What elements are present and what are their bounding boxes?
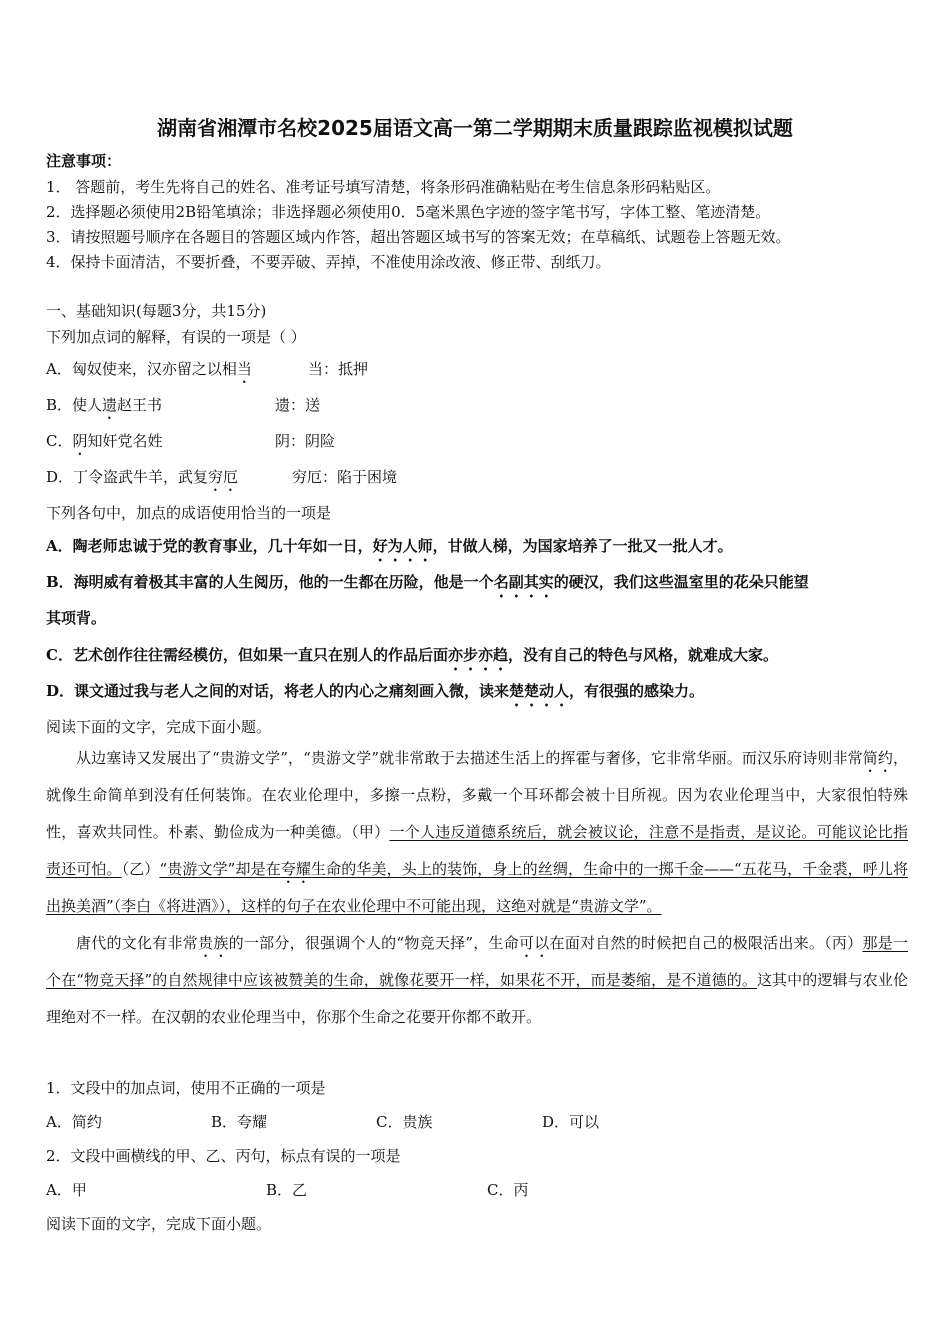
passage-text: 的一部分，很强调个人的“物竞天择”，生命 — [228, 934, 520, 952]
reading-passage — [46, 740, 908, 1036]
notice-item: 1． 答题前，考生先将自己的姓名、准考证号填写清楚，将条形码准确粘贴在考生信息条形码粘贴区。 — [46, 178, 721, 196]
option-text: C． — [46, 432, 73, 450]
option-text: A．陶老师忠诚于党的教育事业，几十年如一日， — [46, 537, 373, 555]
answer-option: D．可以 — [542, 1113, 600, 1131]
question-stem: 下列加点词的解释，有误的一项是（ ） — [46, 328, 306, 346]
dotted-word: 阴 — [72, 432, 88, 450]
option-text: 的硬汉，我们这些温室里的花朵只能望 — [553, 573, 809, 591]
section-heading: 一、基础知识(每题3分，共15分) — [46, 302, 267, 320]
passage-text: “贵游文学”却是在 — [159, 860, 281, 878]
dotted-word: 简约 — [862, 749, 893, 767]
option-text: D．丁令盗武牛羊，武复 — [46, 468, 209, 486]
options-row — [46, 1179, 906, 1199]
answer-option: A．简约 — [46, 1113, 102, 1131]
option-explanation: 遗：送 — [275, 396, 321, 414]
passage-text: 在面对自然的时候把自己的极限活出来。（丙） — [549, 934, 863, 952]
answer-option: A．甲 — [46, 1181, 87, 1199]
option-text: ，甘做人梯，为国家培养了一批又一批人才。 — [432, 537, 733, 555]
option-text: ，有很强的感染力。 — [569, 682, 705, 700]
option-text: 知奸党名姓 — [87, 432, 163, 450]
option-text: ，没有自己的特色与风格，就难成大家。 — [507, 646, 778, 664]
underlined-sentence-bing: 那是一个在“物竞天择”的自然规律中应该被赞美的生命，就像花要开一样，如果花不开，而是萎缩，是不道德的。 — [46, 934, 908, 989]
q2-option-b — [46, 571, 809, 601]
q2-option-b-cont — [46, 607, 106, 628]
passage-text: ，就像生命简单到没有任何装饰。在农业伦理中，多擦一点粉，多戴一个耳环都会被十目所视。因为农业伦理当中，大家很怕特殊性，喜欢共同性。朴素、勤俭成为一种美德。（甲） — [46, 749, 908, 841]
underlined-sentence-yi — [46, 860, 908, 915]
option-explanation: 阴：阴险 — [275, 432, 336, 450]
q2-option-a — [46, 535, 733, 565]
q1-option-b — [46, 394, 906, 423]
dotted-word: 夸耀 — [280, 860, 312, 878]
notice-item: 4．保持卡面清洁，不要折叠，不要弄破、弄掉，不准使用涂改液、修正带、刮纸刀。 — [46, 253, 611, 271]
dotted-idiom: 楚楚动人 — [509, 682, 570, 700]
question-stem: 2．文段中画横线的甲、乙、丙句，标点有误的一项是 — [46, 1147, 401, 1165]
q1-option-c — [46, 430, 906, 459]
q2-option-c — [46, 644, 778, 674]
option-text: B．使人 — [46, 396, 103, 414]
passage-text: （乙） — [121, 860, 160, 878]
notice-heading: 注意事项： — [46, 152, 122, 170]
option-explanation: 当：抵押 — [308, 360, 369, 378]
underlined-sentence-jia: 一个人违反道德系统后，就会被议论，注意不是指责，是议论。可能议论比指责还可怕。 — [46, 823, 908, 878]
option-text: A．匈奴使来，汉亦留之以相 — [46, 360, 237, 378]
option-text: C．艺术创作往往需经模仿，但如果一直只在别人的作品后面 — [46, 646, 448, 664]
reading-intro: 阅读下面的文字，完成下面小题。 — [46, 1215, 272, 1233]
passage-text: 这其中的逻辑与农业伦理绝对不一样。在汉朝的农业伦理当中，你那个生命之花要开你都不敢开。 — [46, 971, 908, 1026]
q2-option-d — [46, 680, 704, 710]
q1-option-a — [46, 358, 906, 387]
answer-option: B．夸耀 — [211, 1113, 268, 1131]
question-stem: 下列各句中，加点的成语使用恰当的一项是 — [46, 504, 332, 522]
option-text: D．课文通过我与老人之间的对话，将老人的内心之痛刻画入微，读来 — [46, 682, 510, 700]
page-title: 湖南省湘潭市名校2025届语文高一第二学期期末质量跟踪监视模拟试题 — [157, 116, 793, 140]
passage-paragraph — [46, 925, 908, 1036]
passage-paragraph — [46, 740, 908, 925]
passage-text: 唐代的文化有非常 — [76, 934, 199, 952]
dotted-word: 当 — [236, 360, 252, 378]
reading-intro: 阅读下面的文字，完成下面小题。 — [46, 718, 272, 736]
option-text: B．海明威有着极其丰富的人生阅历，他的一生都在历险，他是一个 — [46, 573, 494, 591]
dotted-word: 遗 — [102, 396, 118, 414]
dotted-idiom: 好为人师 — [372, 537, 433, 555]
answer-option: C．丙 — [487, 1181, 529, 1199]
options-row — [46, 1111, 906, 1131]
dotted-word: 穷厄 — [208, 468, 239, 486]
question-stem: 1．文段中的加点词，使用不正确的一项是 — [46, 1079, 326, 1097]
dotted-idiom: 名副其实 — [493, 573, 554, 591]
notice-item: 3．请按照题号顺序在各题目的答题区域内作答，超出答题区域书写的答案无效；在草稿纸、试题卷上答题无效。 — [46, 228, 791, 246]
option-text: 其项背。 — [46, 609, 107, 627]
dotted-word: 可以 — [519, 934, 550, 952]
notice-item: 2．选择题必须使用2B铅笔填涂；非选择题必须使用0．5毫米黑色字迹的签字笔书写，字体工整、笔迹清楚。 — [46, 203, 771, 221]
dotted-idiom: 亦步亦趋 — [447, 646, 508, 664]
q1-option-d — [46, 466, 906, 495]
passage-text: 生命的华美，头上的装饰，身上的丝绸，生命中的一掷千金——“五花马，千金裘，呼儿将出换美酒”（李白《将进酒》），这样的句子在农业伦理中不可能出现，这绝对就是“贵游文学”。 — [46, 860, 908, 915]
passage-text: 从边塞诗又发展出了“贵游文学”，“贵游文学”就非常敢于去描述生活上的挥霍与奢侈，它非常华丽。而汉乐府诗则非常 — [76, 749, 863, 767]
answer-option: B．乙 — [266, 1181, 308, 1199]
answer-option: C．贵族 — [376, 1113, 433, 1131]
dotted-word: 贵族 — [198, 934, 229, 952]
option-text: 赵王书 — [117, 396, 163, 414]
option-explanation: 穷厄：陷于困境 — [292, 468, 398, 486]
